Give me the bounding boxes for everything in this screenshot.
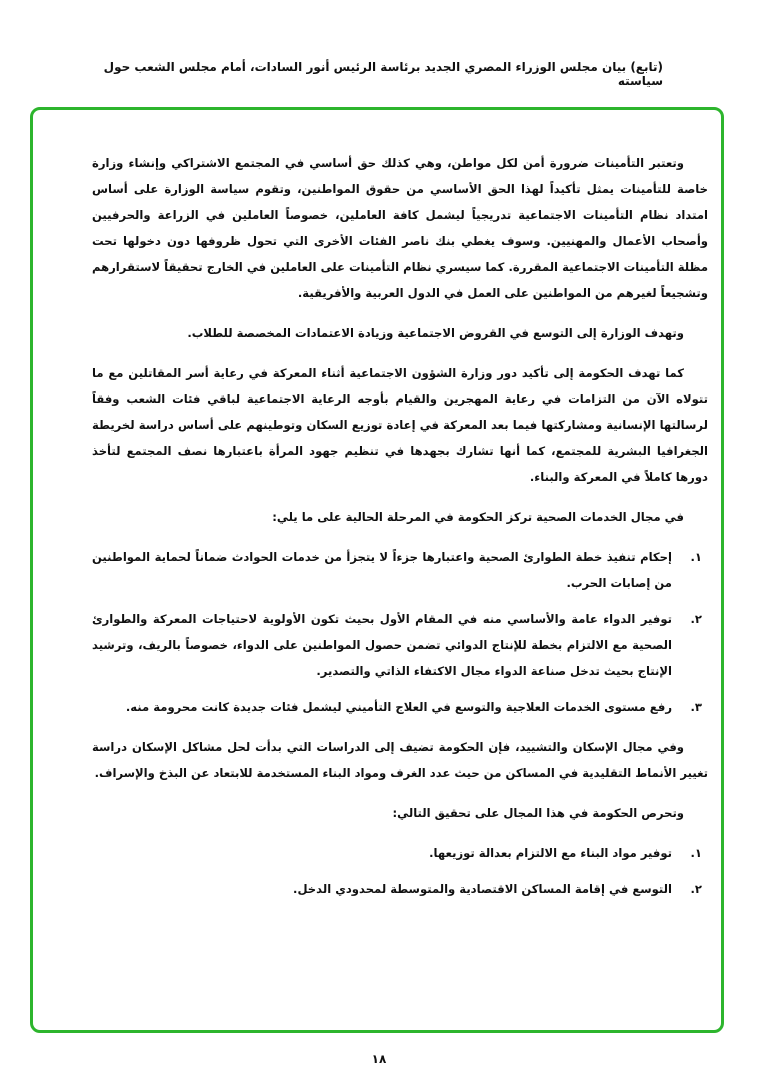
list-number: ٢.: [690, 882, 702, 896]
paragraph-loans: وتهدف الوزارة إلى التوسع في القروض الاجتماعية وزيادة الاعتمادات المخصصة للطلاب.: [187, 326, 684, 340]
paragraph-insurance: وتعتبر التأمينات ضرورة أمن لكل مواطن، وهي كذلك حق أساسي في المجتمع الاشتراكي وإنشاء وزارة خاصة للتأمينات يمثل تأكيداً لهذا الحق الأساسي من حقوق المواطنين، وتقوم سياسة الوزارة على أساس امتداد نظام التأمينات الاجتماعية تدريجياً ليشمل كافة العاملين، خصوصاً العاملين في الزراعة والحرفيين وأصحاب الأعمال والمهنيين. وسوف يغطي بنك ناصر الفئات الأخرى التي تحول ظروفها دون دخولها تحت مظلة التأمينات الاجتماعية المقررة. كما سيسري نظام التأمينات على العاملين في الخارج تحقيقاً لاستقرارهم وتشجيعاً لغيرهم من المواطنين على العمل في الدول العربية والأفريقية.: [92, 156, 708, 300]
page-number: ١٨: [371, 1052, 387, 1066]
document-body: [92, 150, 708, 916]
paragraph-health-intro: في مجال الخدمات الصحية تركز الحكومة في المرحلة الحالية على ما يلي:: [272, 510, 684, 524]
list-item: [92, 876, 708, 902]
paragraph-housing: وفي مجال الإسكان والتشييد، فإن الحكومة تضيف إلى الدراسات التي بدأت لحل مشاكل الإسكان دراسة تغيير الأنماط التقليدية في المساكن من حيث عدد الغرف ومواد البناء المستخدمة للابتعاد عن البذخ والإسراف.: [92, 740, 708, 780]
health-list: [92, 544, 708, 720]
list-number: ١.: [690, 550, 702, 564]
list-text: التوسع في إقامة المساكن الاقتصادية والمتوسطة لمحدودي الدخل.: [293, 882, 672, 896]
list-text: إحكام تنفيذ خطة الطوارئ الصحية واعتبارها جزءاً لا يتجزأ من خدمات الحوادث ضماناً لحماية المواطنين من إصابات الحرب.: [92, 550, 672, 590]
paragraph-housing-goals: وتحرص الحكومة في هذا المجال على تحقيق التالي:: [392, 806, 684, 820]
list-number: ٣.: [690, 700, 702, 714]
list-number: ١.: [690, 846, 702, 860]
list-text: رفع مستوى الخدمات العلاجية والتوسع في العلاج التأميني ليشمل فئات جديدة كانت محرومة منه.: [125, 700, 672, 714]
list-text: توفير مواد البناء مع الالتزام بعدالة توزيعها.: [429, 846, 672, 860]
list-item: [92, 606, 708, 684]
list-item: [92, 544, 708, 596]
list-item: [92, 840, 708, 866]
paragraph-social-affairs: كما تهدف الحكومة إلى تأكيد دور وزارة الشؤون الاجتماعية أثناء المعركة في رعاية أسر المقاتلين مع ما تتولاه الآن من التزامات في رعاية المهجرين والقيام بأوجه الرعاية الاجتماعية لباقي فئات الشعب وفقاً لرسالتها الإنسانية ومشاركتها فيما بعد المعركة في إعادة توزيع السكان وتوطينهم على أساس دراسة لخريطة الجغرافيا البشرية للمجتمع، كما أنها تشارك بجهدها في تنظيم جهود المرأة باعتبارها نصف المجتمع لتأخذ دورها كاملاً في المعركة والبناء.: [92, 366, 708, 484]
list-item: [92, 694, 708, 720]
list-text: توفير الدواء عامة والأساسي منه في المقام الأول بحيث تكون الأولوية لاحتياجات المعركة والطوارئ الصحية مع الالتزام بخطة للإنتاج الدوائي تضمن حصول المواطنين على الدواء، خصوصاً بالريف، وترشيد الإنتاج بحيث تدخل صناعة الدواء مجال الاكتفاء الذاتي والتصدير.: [92, 612, 672, 678]
page-header: (تابع) بيان مجلس الوزراء المصري الجديد برئاسة الرئيس أنور السادات، أمام مجلس الشعب حول سياسته: [103, 60, 663, 88]
list-number: ٢.: [690, 612, 702, 626]
housing-list: [92, 840, 708, 902]
